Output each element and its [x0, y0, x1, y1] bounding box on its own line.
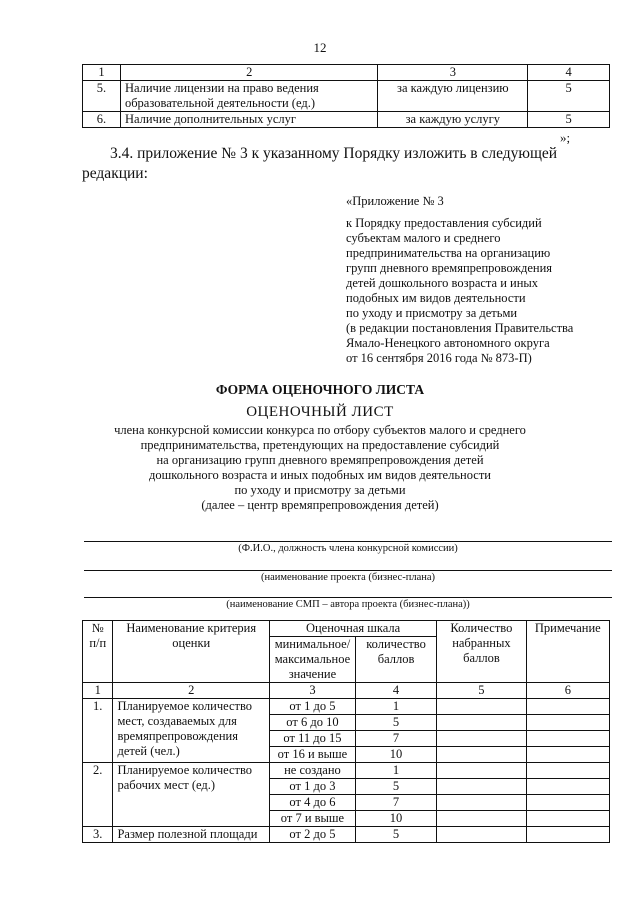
scale-points: 5 [355, 779, 436, 795]
header-text: № [91, 621, 104, 635]
header-text: минимальное/ [274, 637, 351, 651]
criterion-line: рабочих мест (ед.) [117, 778, 216, 792]
criterion-name: Наличие дополнительных услуг [120, 112, 378, 128]
appendix-line: субъектам малого и среднего [346, 231, 501, 245]
appendix-line: к Порядку предоставления субсидий [346, 216, 542, 230]
fio-caption: (Ф.И.О., должность члена конкурсной комиссии) [238, 543, 458, 554]
description-line: (далее – центр времяпрепровождения детей) [201, 498, 439, 512]
note-cell[interactable] [526, 811, 609, 827]
scale-points: 7 [355, 731, 436, 747]
table-row [83, 112, 610, 128]
project-field-line[interactable] [84, 570, 612, 571]
scale-range: от 1 до 5 [270, 699, 356, 715]
total-cell[interactable] [437, 827, 526, 843]
description-line: дошкольного возраста и иных подобных им видов деятельности [149, 468, 491, 482]
appendix-line: (в редакции постановления Правительства [346, 321, 574, 335]
criterion-line: Планируемое количество [117, 699, 253, 713]
total-cell[interactable] [437, 699, 526, 715]
criterion-name [113, 763, 270, 827]
appendix-title: «Приложение № 3 [346, 194, 444, 208]
scale-points: 1 [355, 699, 436, 715]
scale-range: не создано [270, 763, 356, 779]
column-number: 1 [83, 65, 121, 81]
closing-quote: »; [560, 130, 571, 145]
note-cell[interactable] [526, 747, 609, 763]
criterion-name [113, 699, 270, 763]
column-number: 5 [437, 683, 526, 699]
fio-field-line[interactable] [84, 541, 612, 542]
column-number: 1 [83, 683, 113, 699]
sheet-title: ОЦЕНОЧНЫЙ ЛИСТ [246, 404, 394, 420]
total-cell[interactable] [437, 811, 526, 827]
header-text: Количество [450, 621, 513, 635]
evaluation-table [82, 620, 610, 843]
score: 5 [528, 81, 610, 112]
scale-points: 5 [355, 827, 436, 843]
criterion-name [120, 81, 378, 112]
column-number: 6 [526, 683, 609, 699]
total-cell[interactable] [437, 763, 526, 779]
row-number: 2. [83, 763, 113, 827]
project-caption: (наименование проекта (бизнес-плана) [260, 572, 436, 583]
scale-points: 1 [355, 763, 436, 779]
column-number: 4 [355, 683, 436, 699]
scale-range: от 11 до 15 [270, 731, 356, 747]
criterion-line: детей (чел.) [117, 744, 180, 758]
column-number: 3 [378, 65, 528, 81]
note-cell[interactable] [526, 763, 609, 779]
column-number: 4 [528, 65, 610, 81]
criterion-line: образовательной деятельности (ед.) [124, 96, 316, 110]
header-criterion [113, 621, 270, 683]
criterion-line: Наличие лицензии на право ведения [124, 81, 319, 95]
total-cell[interactable] [437, 747, 526, 763]
amendment-paragraph [82, 144, 610, 184]
description-line: члена конкурсной комиссии конкурса по отбору субъектов малого и среднего [114, 423, 526, 437]
form-title: ФОРМА ОЦЕНОЧНОГО ЛИСТА [215, 382, 425, 397]
appendix-line: подобных им видов деятельности [346, 291, 526, 305]
criterion-line: Планируемое количество [117, 763, 253, 777]
table-row [83, 763, 610, 779]
note-cell[interactable] [526, 827, 609, 843]
unit: за каждую лицензию [378, 81, 528, 112]
column-number: 2 [120, 65, 378, 81]
scale-points: 7 [355, 795, 436, 811]
row-number: 6. [83, 112, 121, 128]
header-text: Наименование критерия [126, 621, 257, 635]
header-text: максимальное [274, 652, 351, 666]
header-total [437, 621, 526, 683]
paragraph-line: редакции: [82, 165, 148, 182]
header-text: баллов [377, 652, 415, 666]
scale-range: от 2 до 5 [270, 827, 356, 843]
unit: за каждую услугу [378, 112, 528, 128]
scale-range: от 16 и выше [270, 747, 356, 763]
header-note: Примечание [526, 621, 609, 683]
total-cell[interactable] [437, 731, 526, 747]
row-number: 3. [83, 827, 113, 843]
column-number: 3 [270, 683, 356, 699]
scale-points: 5 [355, 715, 436, 731]
table-row [83, 65, 610, 81]
total-cell[interactable] [437, 795, 526, 811]
description-line: предпринимательства, претендующих на предоставление субсидий [140, 438, 500, 452]
criterion-name: Размер полезной площади [113, 827, 270, 843]
note-cell[interactable] [526, 795, 609, 811]
header-text: оценки [172, 636, 211, 650]
page-number: 12 [313, 40, 327, 55]
score: 5 [528, 112, 610, 128]
appendix-line: Ямало-Ненецкого автономного округа [346, 336, 550, 350]
paragraph-line: 3.4. приложение № 3 к указанному Порядку изложить в следующей [110, 145, 558, 162]
appendix-line: предпринимательства на организацию [346, 246, 551, 260]
note-cell[interactable] [526, 699, 609, 715]
row-number: 1. [83, 699, 113, 763]
header-text: значение [288, 667, 337, 681]
header-scale: Оценочная шкала [270, 621, 437, 637]
description-line: по уходу и присмотру за детьми [234, 483, 406, 497]
description-line: на организацию групп дневного времяпрепровождения детей [156, 453, 484, 467]
note-cell[interactable] [526, 715, 609, 731]
scale-range: от 1 до 3 [270, 779, 356, 795]
scale-range: от 6 до 10 [270, 715, 356, 731]
table-row [83, 699, 610, 715]
appendix-block [346, 216, 616, 366]
scale-points: 10 [355, 811, 436, 827]
total-cell[interactable] [437, 715, 526, 731]
author-caption: (наименование СМП – автора проекта (бизнес-плана)) [226, 599, 470, 610]
top-table [82, 64, 610, 128]
header-text: набранных [452, 636, 511, 650]
criterion-line: времяпрепровождения [117, 729, 238, 743]
scale-range: от 4 до 6 [270, 795, 356, 811]
header-text: п/п [89, 636, 107, 650]
note-cell[interactable] [526, 779, 609, 795]
appendix-line: групп дневного времяпрепровождения [346, 261, 553, 275]
row-number: 5. [83, 81, 121, 112]
header-minmax [270, 637, 356, 683]
header-points [355, 637, 436, 683]
appendix-line: детей дошкольного возраста и иных [346, 276, 539, 290]
note-cell[interactable] [526, 731, 609, 747]
column-number: 2 [113, 683, 270, 699]
table-row [83, 81, 610, 112]
total-cell[interactable] [437, 779, 526, 795]
header-number [83, 621, 113, 683]
scale-points: 10 [355, 747, 436, 763]
criterion-line: мест, создаваемых для [117, 714, 237, 728]
appendix-line: от 16 сентября 2016 года № 873-П) [346, 351, 532, 365]
header-text: баллов [463, 651, 500, 665]
table-row [83, 827, 610, 843]
appendix-line: по уходу и присмотру за детьми [346, 306, 518, 320]
sheet-description [0, 423, 640, 513]
author-field-line[interactable] [84, 597, 612, 598]
scale-range: от 7 и выше [270, 811, 356, 827]
header-row [83, 621, 610, 637]
numbers-row [83, 683, 610, 699]
header-text: количество [366, 637, 426, 651]
